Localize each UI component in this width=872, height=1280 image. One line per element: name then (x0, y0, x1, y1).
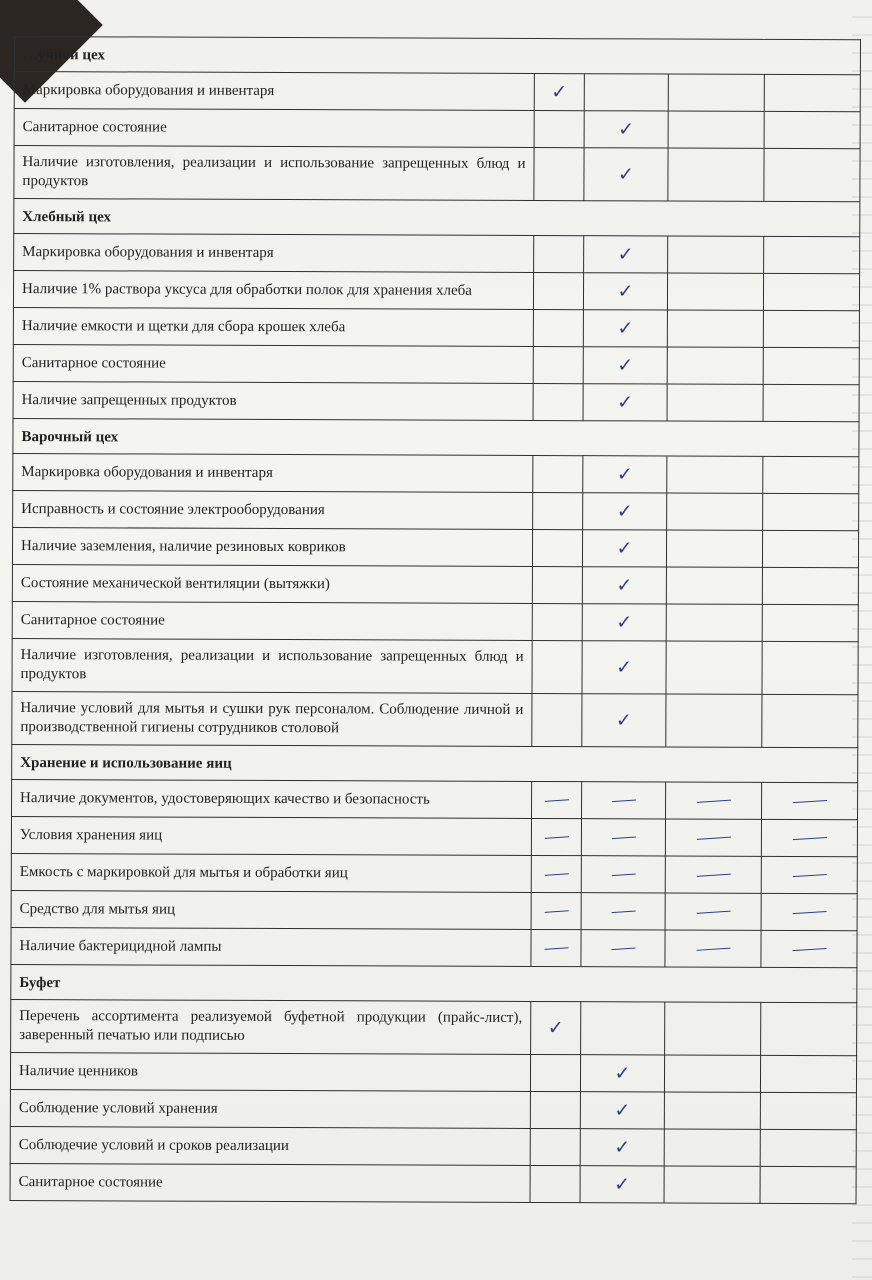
dash-mark (612, 799, 636, 802)
mark-cell-3 (664, 1129, 760, 1166)
dash-mark (792, 947, 826, 950)
checklist-row (10, 1052, 856, 1092)
checklist-row (12, 527, 858, 567)
checklist-item-label: Санитарное состояние (13, 344, 533, 383)
mark-cell-4 (764, 111, 860, 148)
mark-cell-2 (582, 530, 666, 567)
mark-cell-4 (763, 456, 859, 493)
mark-cell-2 (582, 567, 666, 604)
checklist-row (12, 691, 858, 747)
mark-cell-1 (532, 640, 582, 693)
checklist-item-label: Маркировка оборудования и инвентаря (13, 453, 533, 492)
checklist-item-label: Наличие условий для мытья и сушки рук персоналом. Соблюдение личной и производственной гигиены сотрудников столовой (12, 691, 532, 746)
check-mark: ✓ (614, 1135, 631, 1158)
checklist-row (13, 344, 859, 384)
mark-cell-3 (667, 347, 763, 384)
mark-cell-4 (761, 1002, 857, 1055)
mark-cell-3 (667, 310, 763, 347)
mark-cell-3 (666, 694, 762, 747)
checklist-row (10, 1126, 856, 1166)
dash-mark (696, 836, 730, 839)
mark-cell-1 (533, 309, 583, 346)
mark-cell-3 (664, 1166, 760, 1203)
mark-cell-3 (668, 236, 764, 273)
dash-mark (792, 910, 826, 913)
checklist-item-label: Наличие изготовления, реализации и использование запрещенных блюд и продуктов (14, 146, 534, 201)
checklist-row (14, 234, 860, 274)
mark-cell-4 (763, 347, 859, 384)
mark-cell-3 (665, 782, 761, 819)
mark-cell-1 (530, 1091, 580, 1128)
checklist-row (14, 146, 860, 202)
mark-cell-2 (582, 694, 666, 747)
check-mark: ✓ (616, 655, 633, 678)
mark-cell-2 (580, 1166, 664, 1203)
checklist-row (11, 816, 857, 856)
checklist-row (13, 453, 859, 493)
checklist-row (12, 601, 858, 641)
checklist-item-label: Санитарное состояние (12, 601, 532, 640)
mark-cell-3 (668, 74, 764, 111)
mark-cell-1 (533, 383, 583, 420)
checklist-row (10, 1089, 856, 1129)
mark-cell-3 (667, 273, 763, 310)
mark-cell-4 (762, 641, 858, 694)
check-mark: ✓ (617, 390, 634, 413)
mark-cell-4 (762, 567, 858, 604)
mark-cell-4 (763, 493, 859, 530)
mark-cell-2 (581, 893, 665, 930)
mark-cell-3 (666, 604, 762, 641)
mark-cell-2 (584, 74, 668, 111)
mark-cell-1 (532, 693, 582, 746)
mark-cell-2 (581, 856, 665, 893)
checklist-row (13, 271, 859, 311)
dash-mark (611, 910, 635, 913)
mark-cell-1 (530, 1165, 580, 1202)
mark-cell-4 (761, 856, 857, 893)
mark-cell-3 (664, 1055, 760, 1092)
mark-cell-1 (532, 603, 582, 640)
mark-cell-4 (761, 930, 857, 967)
checklist-item-label: Санитарное состояние (10, 1163, 530, 1202)
mark-cell-2 (580, 1055, 664, 1092)
checklist-item-label: Перечень ассортимента реализуемой буфетной продукции (прайс-лист), заверенный печатью или подписью (11, 999, 531, 1054)
mark-cell-1 (534, 110, 584, 147)
check-mark: ✓ (614, 1172, 631, 1195)
dash-mark (696, 947, 730, 950)
check-mark: ✓ (615, 708, 632, 731)
mark-cell-3 (666, 641, 762, 694)
mark-cell-4 (762, 604, 858, 641)
check-mark: ✓ (616, 573, 633, 596)
checklist-item-label: Соблюдечие условий и сроков реализации (10, 1126, 530, 1165)
check-mark: ✓ (617, 242, 634, 265)
checklist-item-label: Наличие запрещенных продуктов (13, 381, 533, 420)
dash-mark (697, 799, 731, 802)
mark-cell-4 (764, 236, 860, 273)
checklist-row (11, 890, 857, 930)
mark-cell-3 (666, 530, 762, 567)
dash-mark (792, 836, 826, 839)
checklist-item-label: Наличие емкости и щетки для сбора крошек хлеба (13, 307, 533, 346)
checklist-row (12, 564, 858, 604)
checklist-item-label: Маркировка оборудования и инвентаря (14, 234, 534, 273)
checklist-row (11, 927, 857, 967)
check-mark: ✓ (547, 1016, 564, 1039)
dash-mark (611, 873, 635, 876)
mark-cell-1 (531, 781, 581, 818)
checklist-item-label: Маркировка оборудования и инвентаря (14, 72, 534, 111)
mark-cell-4 (761, 893, 857, 930)
mark-cell-2 (580, 1092, 664, 1129)
mark-cell-1 (532, 529, 582, 566)
checklist-row (11, 853, 857, 893)
checklist-item-label: Исправность и состояние электрооборудования (13, 490, 533, 529)
mark-cell-4 (760, 1092, 856, 1129)
section-title: Хлебный цех (14, 199, 860, 237)
mark-cell-2 (580, 1129, 664, 1166)
mark-cell-4 (763, 273, 859, 310)
dash-mark (696, 910, 730, 913)
mark-cell-1 (533, 492, 583, 529)
check-mark: ✓ (616, 536, 633, 559)
check-mark: ✓ (616, 499, 633, 522)
checklist-body (10, 37, 860, 1204)
check-mark: ✓ (614, 1098, 631, 1121)
mark-cell-2 (581, 782, 665, 819)
mark-cell-2 (582, 641, 666, 694)
mark-cell-4 (762, 694, 858, 747)
mark-cell-4 (764, 74, 860, 111)
mark-cell-4 (760, 1129, 856, 1166)
mark-cell-1 (533, 455, 583, 492)
mark-cell-1 (531, 818, 581, 855)
checklist-item-label: Условия хранения яиц (11, 816, 531, 855)
check-mark: ✓ (614, 1061, 631, 1084)
mark-cell-2 (581, 930, 665, 967)
checklist-row (11, 999, 857, 1055)
dash-mark (611, 947, 635, 950)
checklist-item-label: Наличие изготовления, реализации и использование запрещенных блюд и продуктов (12, 638, 532, 693)
mark-cell-1 (534, 235, 584, 272)
section-header-row (11, 964, 857, 1002)
section-header-row (14, 199, 860, 237)
checklist-item-label: Соблюдение условий хранения (10, 1089, 530, 1128)
check-mark: ✓ (551, 80, 568, 103)
dash-mark (545, 799, 569, 802)
mark-cell-2 (583, 456, 667, 493)
mark-cell-4 (762, 530, 858, 567)
dash-mark (544, 873, 568, 876)
section-title: Буфет (11, 964, 857, 1002)
checklist-item-label: Наличие ценников (10, 1052, 530, 1091)
mark-cell-3 (665, 856, 761, 893)
mark-cell-1 (531, 1001, 581, 1054)
checklist-item-label: Наличие документов, удостоверяющих качество и безопасность (12, 779, 532, 818)
check-mark: ✓ (618, 117, 635, 140)
checklist-item-label: Наличие бактерицидной лампы (11, 927, 531, 966)
section-title: …учной цех (14, 37, 860, 75)
mark-cell-3 (665, 819, 761, 856)
checklist-item-label: Состояние механической вентиляции (вытяжки) (12, 564, 532, 603)
mark-cell-3 (665, 1002, 761, 1055)
mark-cell-4 (761, 782, 857, 819)
mark-cell-2 (581, 1002, 665, 1055)
checklist-item-label: Наличие 1% раствора уксуса для обработки полок для хранения хлеба (13, 271, 533, 310)
mark-cell-4 (760, 1166, 856, 1203)
checklist-item-label: Наличие заземления, наличие резиновых ковриков (12, 527, 532, 566)
mark-cell-3 (667, 456, 763, 493)
mark-cell-1 (531, 855, 581, 892)
checklist-row (13, 490, 859, 530)
dash-mark (792, 873, 826, 876)
mark-cell-1 (530, 1054, 580, 1091)
checklist-item-label: Санитарное состояние (14, 109, 534, 148)
check-mark: ✓ (617, 353, 634, 376)
dash-mark (544, 836, 568, 839)
checklist-row (14, 72, 860, 112)
check-mark: ✓ (617, 316, 634, 339)
mark-cell-3 (668, 111, 764, 148)
mark-cell-1 (531, 892, 581, 929)
section-header-row (13, 418, 859, 456)
check-mark: ✓ (616, 610, 633, 633)
inspection-checklist-table (10, 36, 861, 1204)
mark-cell-1 (530, 1128, 580, 1165)
mark-cell-3 (668, 148, 764, 201)
mark-cell-1 (534, 73, 584, 110)
mark-cell-3 (666, 567, 762, 604)
mark-cell-2 (583, 384, 667, 421)
mark-cell-3 (667, 384, 763, 421)
mark-cell-2 (583, 310, 667, 347)
mark-cell-3 (665, 893, 761, 930)
mark-cell-2 (584, 236, 668, 273)
dash-mark (544, 910, 568, 913)
mark-cell-4 (763, 310, 859, 347)
dash-mark (793, 799, 827, 802)
checklist-row (10, 1163, 856, 1203)
mark-cell-1 (534, 147, 584, 200)
mark-cell-3 (664, 1092, 760, 1129)
checklist-row (13, 307, 859, 347)
mark-cell-2 (582, 604, 666, 641)
mark-cell-1 (533, 346, 583, 383)
mark-cell-2 (584, 111, 668, 148)
mark-cell-2 (583, 273, 667, 310)
checklist-row (12, 779, 858, 819)
checklist-row (14, 109, 860, 149)
dash-mark (544, 947, 568, 950)
check-mark: ✓ (616, 462, 633, 485)
mark-cell-2 (584, 148, 668, 201)
mark-cell-1 (531, 929, 581, 966)
check-mark: ✓ (617, 279, 634, 302)
section-title: Варочный цех (13, 418, 859, 456)
checklist-item-label: Средство для мытья яиц (11, 890, 531, 929)
check-mark: ✓ (617, 162, 634, 185)
mark-cell-2 (583, 493, 667, 530)
mark-cell-2 (581, 819, 665, 856)
checklist-row (12, 638, 858, 694)
mark-cell-4 (761, 819, 857, 856)
section-header-row (12, 744, 858, 782)
checklist-item-label: Емкость с маркировкой для мытья и обработки яиц (11, 853, 531, 892)
mark-cell-1 (532, 566, 582, 603)
mark-cell-1 (533, 272, 583, 309)
section-title: Хранение и использование яиц (12, 744, 858, 782)
mark-cell-4 (760, 1055, 856, 1092)
mark-cell-3 (665, 930, 761, 967)
section-header-row (14, 37, 860, 75)
checklist-row (13, 381, 859, 421)
mark-cell-4 (764, 148, 860, 201)
dash-mark (611, 836, 635, 839)
mark-cell-3 (667, 493, 763, 530)
mark-cell-2 (583, 347, 667, 384)
dash-mark (696, 873, 730, 876)
mark-cell-4 (763, 384, 859, 421)
